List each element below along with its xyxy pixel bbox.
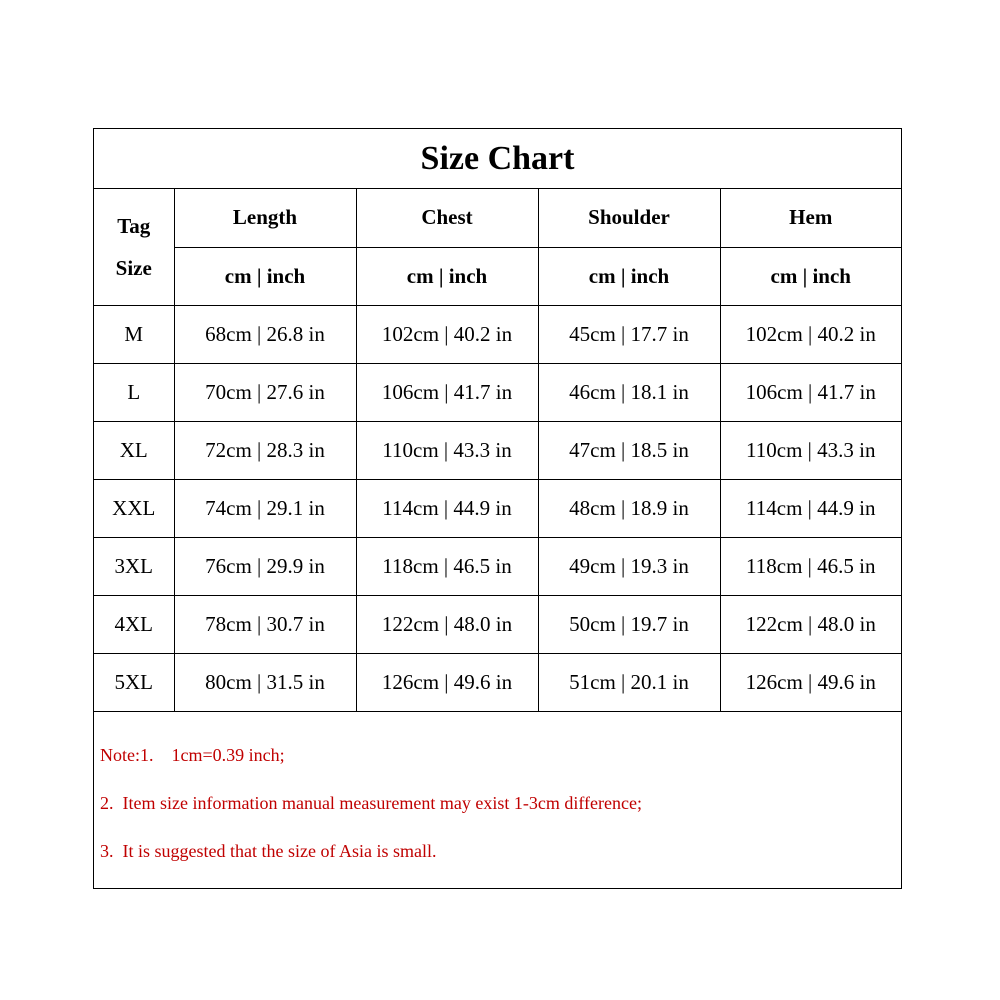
chest-cell: 126cm | 49.6 in <box>356 653 538 711</box>
size-cell: 4XL <box>94 595 174 653</box>
length-cell: 74cm | 29.1 in <box>174 479 356 537</box>
tag-size-header <box>94 189 174 305</box>
hem-cell: 118cm | 46.5 in <box>720 537 901 595</box>
header-row <box>94 189 901 247</box>
table-row <box>94 595 901 653</box>
chart-title: Size Chart <box>94 129 901 189</box>
chest-cell: 106cm | 41.7 in <box>356 363 538 421</box>
length-cell: 72cm | 28.3 in <box>174 421 356 479</box>
column-header-length: Length <box>174 189 356 247</box>
note-line: 2. Item size information manual measurement may exist 1-3cm difference; <box>100 793 642 813</box>
table-row <box>94 653 901 711</box>
unit-length: cm | inch <box>174 247 356 305</box>
shoulder-cell: 47cm | 18.5 in <box>538 421 720 479</box>
shoulder-cell: 46cm | 18.1 in <box>538 363 720 421</box>
notes-section <box>94 725 901 889</box>
hem-cell: 122cm | 48.0 in <box>720 595 901 653</box>
shoulder-cell: 49cm | 19.3 in <box>538 537 720 595</box>
table-row <box>94 363 901 421</box>
unit-chest: cm | inch <box>356 247 538 305</box>
table-row <box>94 537 901 595</box>
table-row <box>94 479 901 537</box>
size-cell: M <box>94 305 174 363</box>
length-cell: 80cm | 31.5 in <box>174 653 356 711</box>
hem-cell: 110cm | 43.3 in <box>720 421 901 479</box>
column-header-chest: Chest <box>356 189 538 247</box>
size-cell: XL <box>94 421 174 479</box>
table-row <box>94 421 901 479</box>
column-header-hem: Hem <box>720 189 901 247</box>
chest-cell: 118cm | 46.5 in <box>356 537 538 595</box>
chest-cell: 110cm | 43.3 in <box>356 421 538 479</box>
table-row <box>94 305 901 363</box>
shoulder-cell: 45cm | 17.7 in <box>538 305 720 363</box>
size-table <box>94 189 901 712</box>
note-line: 3. It is suggested that the size of Asia is small. <box>100 841 437 861</box>
hem-cell: 106cm | 41.7 in <box>720 363 901 421</box>
size-cell: 5XL <box>94 653 174 711</box>
shoulder-cell: 51cm | 20.1 in <box>538 653 720 711</box>
size-cell: L <box>94 363 174 421</box>
length-cell: 76cm | 29.9 in <box>174 537 356 595</box>
note-line: Note:1. 1cm=0.39 inch; <box>100 745 285 765</box>
hem-cell: 126cm | 49.6 in <box>720 653 901 711</box>
unit-row <box>94 247 901 305</box>
unit-shoulder: cm | inch <box>538 247 720 305</box>
chest-cell: 122cm | 48.0 in <box>356 595 538 653</box>
column-header-shoulder: Shoulder <box>538 189 720 247</box>
size-cell: XXL <box>94 479 174 537</box>
chest-cell: 102cm | 40.2 in <box>356 305 538 363</box>
shoulder-cell: 50cm | 19.7 in <box>538 595 720 653</box>
length-cell: 70cm | 27.6 in <box>174 363 356 421</box>
length-cell: 68cm | 26.8 in <box>174 305 356 363</box>
size-cell: 3XL <box>94 537 174 595</box>
shoulder-cell: 48cm | 18.9 in <box>538 479 720 537</box>
unit-hem: cm | inch <box>720 247 901 305</box>
size-label: Size <box>115 255 152 280</box>
length-cell: 78cm | 30.7 in <box>174 595 356 653</box>
size-chart <box>93 128 902 889</box>
chest-cell: 114cm | 44.9 in <box>356 479 538 537</box>
hem-cell: 114cm | 44.9 in <box>720 479 901 537</box>
hem-cell: 102cm | 40.2 in <box>720 305 901 363</box>
tag-label: Tag <box>117 213 151 238</box>
